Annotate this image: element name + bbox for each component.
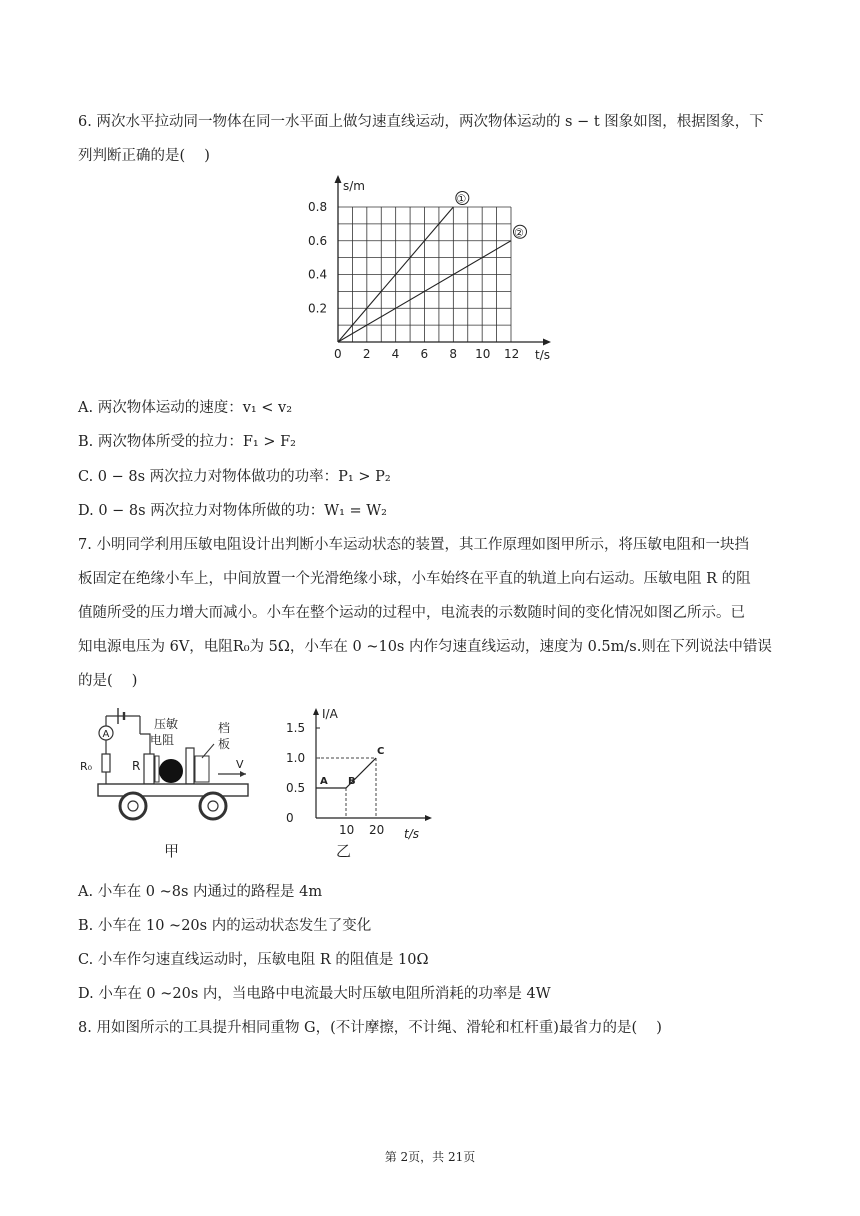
y-axis-arrow: [313, 708, 319, 715]
y-tick-label: 0.6: [308, 233, 328, 248]
cart-circuit-figure: [78, 704, 258, 868]
st-chart: [300, 172, 560, 368]
y-axis-label: s/m: [343, 179, 365, 193]
pressure-resistor: [144, 754, 154, 784]
q7-option-a: A. 小车在 0 ~8s 内通过的路程是 4m: [78, 884, 323, 900]
x-axis-arrow: [543, 339, 551, 346]
q7-option-b: B. 小车在 10 ~20s 内的运动状态发生了变化: [78, 918, 372, 934]
q7-stem-line4: 知电源电压为 6V，电阻R₀为 5Ω，小车在 0 ~10s 内作匀速直线运动，速度为 0.5m/s.则在下列说法中错误: [78, 639, 772, 655]
figure-caption-jia: 甲: [164, 842, 180, 860]
x-tick-label: 12: [504, 347, 520, 361]
cart-body: [98, 784, 248, 796]
r-label: R: [132, 759, 141, 773]
q6-option-c: C. 0 − 8s 两次拉力对物体做功的功率：P₁ > P₂: [78, 469, 391, 485]
y-tick-label: 1.0: [286, 751, 306, 765]
yamin-label-2: 电阻: [150, 733, 175, 747]
y-tick-label: 1.5: [286, 721, 306, 735]
y-axis-label: I/A: [322, 707, 338, 721]
x-tick-label: 8: [449, 347, 457, 361]
x-tick-label: 6: [420, 347, 429, 361]
y-tick-label: 0.4: [308, 267, 328, 282]
velocity-label: V: [236, 758, 244, 771]
ammeter-label: A: [102, 729, 110, 740]
q6-stem-line1: 6. 两次水平拉动同一物体在同一水平面上做匀速直线运动，两次物体运动的 s − t 图象如图，根据图象，下: [78, 114, 764, 130]
q7-option-d: D. 小车在 0 ~20s 内，当电路中电流最大时压敏电阻所消耗的功率是 4W: [78, 986, 551, 1002]
q7-option-c: C. 小车作匀速直线运动时，压敏电阻 R 的阻值是 10Ω: [78, 952, 429, 968]
series-label-1: ①: [456, 192, 467, 206]
q7-stem-line1: 7. 小明同学利用压敏电阻设计出判断小车运动状态的装置，其工作原理如图甲所示，将压敏电阻和一块挡: [78, 537, 749, 553]
baffle-plate: [186, 748, 194, 784]
q7-stem-line5: 的是( ): [78, 673, 138, 689]
it-chart: [280, 704, 440, 868]
q8-stem-line1: 8. 用如图所示的工具提升相同重物 G，(不计摩擦，不计绳、滑轮和杠杆重)最省力的是( ): [78, 1020, 662, 1036]
x-tick-label: 10: [475, 347, 491, 361]
baffle-label-1: 档: [218, 721, 231, 735]
q7-stem-line2: 板固定在绝缘小车上，中间放置一个光滑绝缘小球，小车始终在平直的轨道上向右运动。压敏电阻 R 的阻: [78, 571, 751, 587]
point-label-b: B: [348, 776, 356, 787]
q6-option-a: A. 两次物体运动的速度：v₁ < v₂: [78, 400, 293, 416]
x-tick-label: 10: [339, 823, 355, 837]
baffle-label-2: 板: [218, 737, 231, 751]
x-axis-arrow: [425, 815, 432, 821]
yamin-label-1: 压敏: [154, 717, 179, 731]
y-tick-label: 0: [286, 811, 294, 825]
q7-stem-line3: 值随所受的压力增大而减小。小车在整个运动的过程中，电流表的示数随时间的变化情况如图乙所示。已: [78, 605, 745, 621]
x-tick-label: 20: [369, 823, 385, 837]
point-label-a: A: [320, 776, 328, 787]
point-label-c: C: [377, 746, 385, 757]
x-tick-label: 4: [391, 347, 400, 361]
q6-stem-line2: 列判断正确的是( ): [78, 148, 210, 164]
series-label-2: ②: [514, 226, 524, 240]
q6-option-d: D. 0 − 8s 两次拉力对物体所做的功：W₁ = W₂: [78, 503, 387, 519]
page-footer: 第 2页，共 21页: [384, 1150, 476, 1164]
ball: [159, 759, 183, 783]
x-tick-label: 2: [362, 347, 371, 361]
x-axis-label: t/s: [404, 827, 419, 841]
r0-resistor: [102, 754, 110, 772]
figure-caption-yi: 乙: [336, 842, 352, 860]
x-axis-label: t/s: [535, 348, 550, 362]
r0-label: R₀: [80, 760, 93, 773]
y-tick-label: 0.2: [308, 301, 328, 316]
y-tick-label: 0.8: [308, 200, 328, 214]
y-tick-label: 0.5: [286, 781, 306, 795]
y-axis-arrow: [335, 175, 342, 183]
x-tick-label: 0: [334, 347, 342, 361]
q6-option-b: B. 两次物体所受的拉力：F₁ > F₂: [78, 434, 296, 450]
